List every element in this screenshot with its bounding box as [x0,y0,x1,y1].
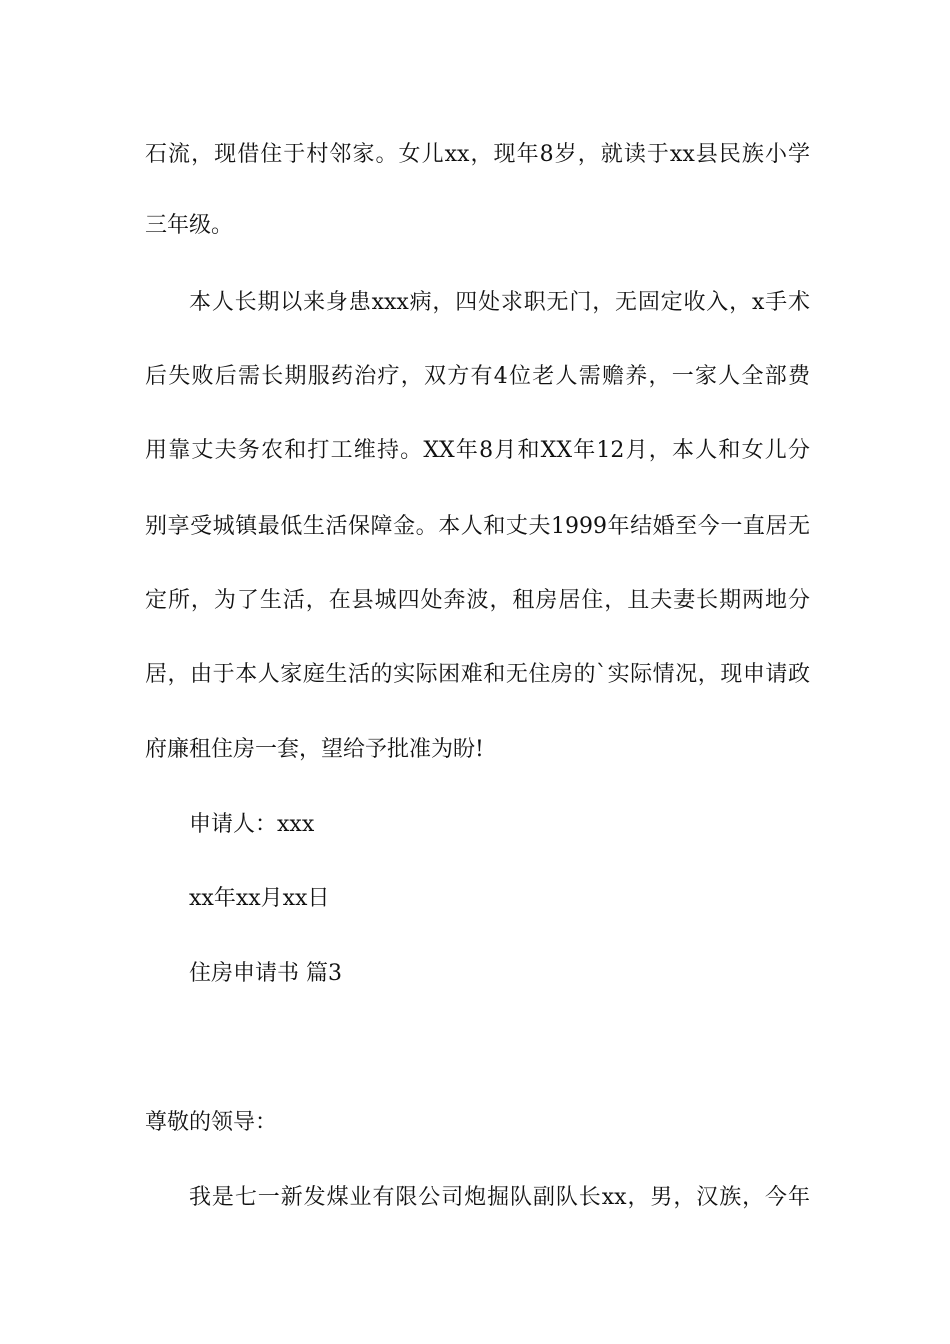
section-title: 住房申请书 篇3 [189,961,342,986]
salutation: 尊敬的领导： [145,1110,278,1135]
applicant-signature: 申请人：xxx [189,812,315,837]
paragraph-line: 府廉租住房一套，望给予批准为盼! [145,737,484,762]
paragraph-line: 定所，为了生活，在县城四处奔波，租房居住，且夫妻长期两地分 [145,588,810,613]
paragraph-line: 后失败后需长期服药治疗，双方有4位老人需赡养，一家人全部费 [145,364,810,389]
paragraph-line: 用靠丈夫务农和打工维持。XX年8月和XX年12月，本人和女儿分 [145,438,810,463]
paragraph-line: 本人长期以来身患xxx病，四处求职无门，无固定收入，x手术 [189,290,810,315]
paragraph-line: 居，由于本人家庭生活的实际困难和无住房的`实际情况，现申请政 [145,662,810,687]
date-line: xx年xx月xx日 [189,886,330,911]
paragraph-line: 我是七一新发煤业有限公司炮掘队副队长xx，男，汉族，今年 [189,1185,810,1210]
paragraph-line: 石流，现借住于村邻家。女儿xx，现年8岁，就读于xx县民族小学 [145,142,810,167]
paragraph-line: 三年级。 [145,213,234,238]
paragraph-line: 别享受城镇最低生活保障金。本人和丈夫1999年结婚至今一直居无 [145,514,810,539]
